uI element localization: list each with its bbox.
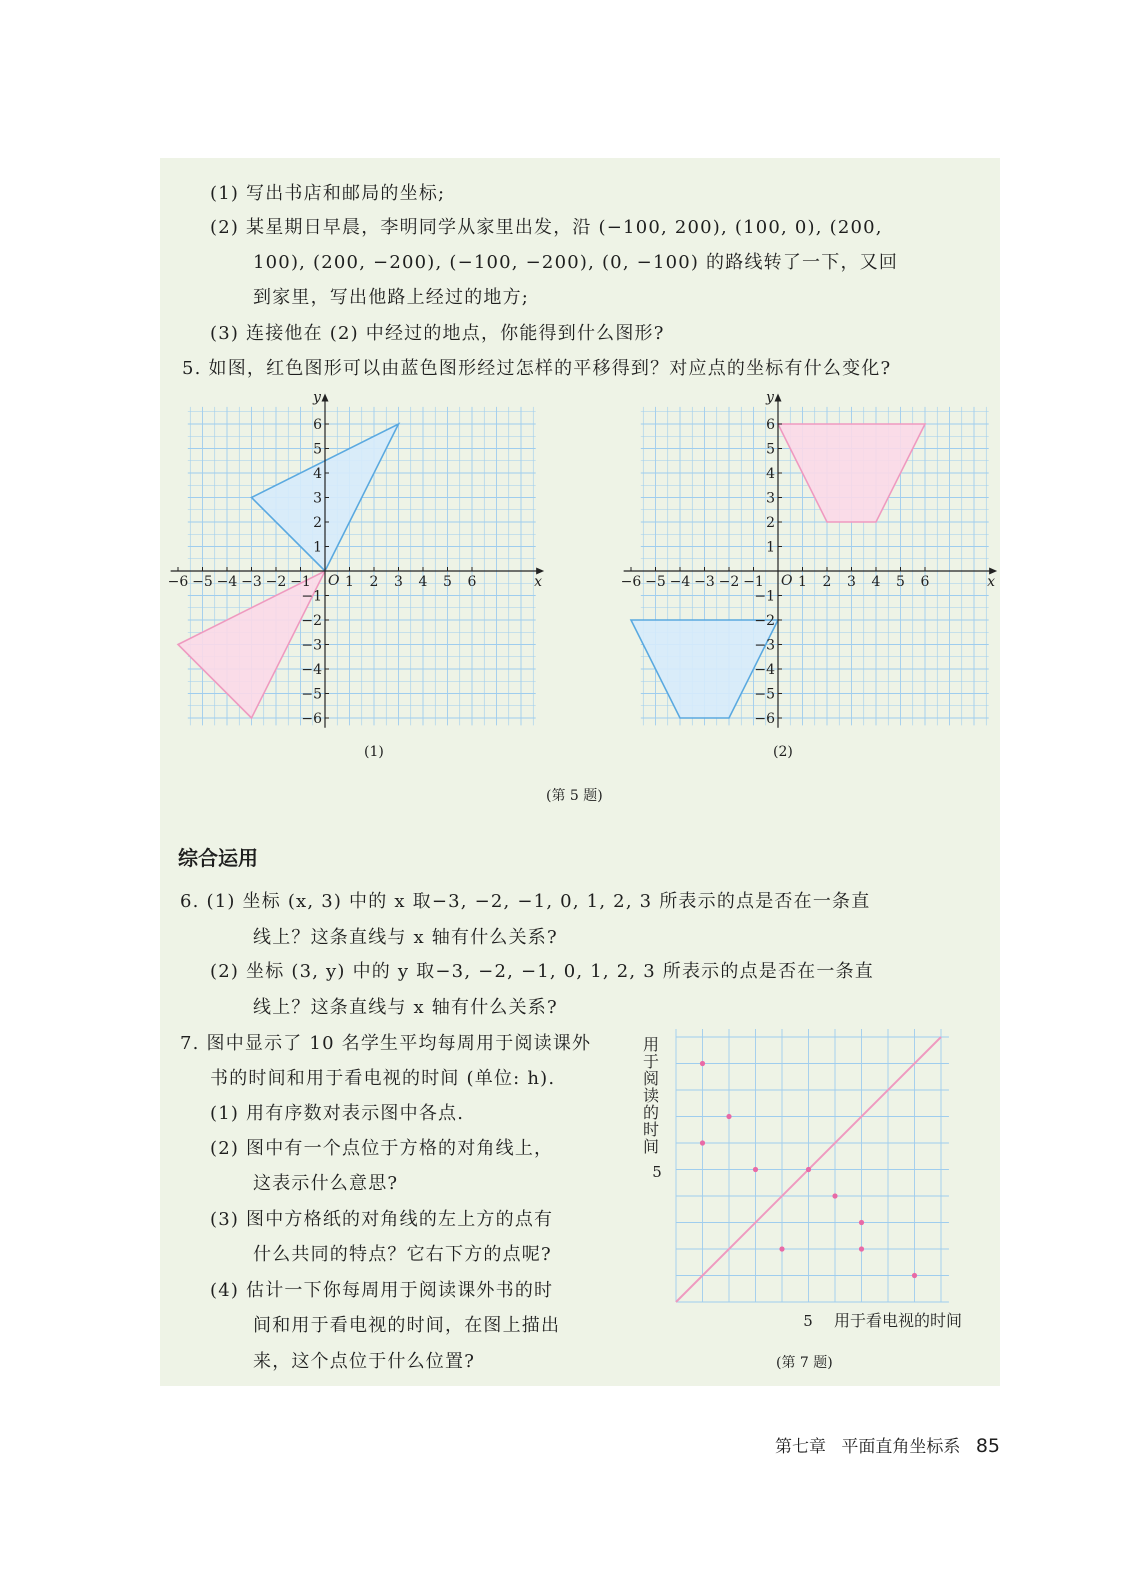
q4-part2-line1: (2) 某星期日早晨，李明同学从家里出发，沿 (−100, 200), (100, 0), (200, [210,217,883,238]
y-tick-label: −2 [301,613,322,629]
y-tick-label: 1 [313,539,322,556]
q6-part2-line2: 线上？这条直线与 x 轴有什么关系? [253,997,558,1018]
x-tick-label: 5 [443,574,452,590]
y-tick-label: −4 [754,662,775,678]
y-tick-label: −2 [754,613,775,629]
data-point [859,1220,864,1225]
x-tick-label: 5 [896,574,905,590]
page-number: 85 [975,1435,1000,1457]
data-point [912,1273,917,1278]
x-tick-label: 1 [345,574,354,590]
x-tick-label: −4 [669,574,691,590]
x-axis-label: 用于看电视的时间 [834,1311,963,1330]
q4-part3: (3) 连接他在 (2) 中经过的地点，你能得到什么图形? [210,323,665,344]
data-point [779,1246,784,1251]
y-axis-label: y [766,389,774,406]
x-tick-label: 4 [871,574,881,590]
fig5-caption: (第 5 题) [546,788,603,804]
data-point [700,1061,705,1066]
x-tick-label: −3 [694,574,715,590]
y-axis-label-char: 用 [642,1035,660,1054]
q7-part4-line2: 间和用于看电视的时间，在图上描出 [253,1315,561,1336]
y-tick-label: −5 [754,686,775,703]
x-tick-label: 1 [798,574,807,590]
y-tick-label: −6 [301,711,322,727]
q7-part2-line1: (2) 图中有一个点位于方格的对角线上， [210,1138,554,1159]
q7-part3-line1: (3) 图中方格纸的对角线的左上方的点有 [210,1209,554,1230]
data-point [726,1114,731,1119]
fig7-caption: (第 7 题) [776,1355,833,1371]
y-tick-label: 6 [313,417,322,433]
y-tick-label: 3 [766,490,775,507]
y-axis-label: y [313,389,321,406]
x-tick-label: 6 [467,574,477,590]
y-axis-label-char: 的 [642,1103,660,1122]
y-tick-label: −1 [754,588,775,605]
x-tick-label: −6 [620,574,642,590]
q6-part1-line1: 6. (1) 坐标 (x, 3) 中的 x 取−3, −2, −1, 0, 1, 2, 3 所表示的点是否在一条直 [180,891,871,912]
page-footer [765,1432,1000,1457]
y-tick-label: 5 [652,1163,662,1181]
y-tick-label: 6 [766,417,775,433]
q4-part2-line2: 100), (200, −200), (−100, −200), (0, −100) 的路线转了一下，又回 [253,252,899,273]
x-tick-label: −2 [718,574,740,590]
x-tick-label: 3 [394,574,403,590]
q5-text: 5. 如图，红色图形可以由蓝色图形经过怎样的平移得到？对应点的坐标有什么变化? [182,358,892,379]
q6-part1-line2: 线上？这条直线与 x 轴有什么关系? [253,927,558,948]
x-tick-label: −2 [265,574,287,590]
x-tick-label: 4 [418,574,428,590]
x-tick-label: 2 [822,574,832,590]
data-point [832,1193,837,1198]
x-tick-label: 6 [920,574,930,590]
y-tick-label: −5 [301,686,322,703]
y-tick-label: 4 [766,466,775,482]
y-tick-label: 5 [313,441,322,458]
y-tick-label: 2 [766,515,775,531]
data-point [700,1140,705,1145]
q4-part1: (1) 写出书店和邮局的坐标; [210,183,446,204]
fig5-sub-caption-1: (1) [364,744,384,760]
q7-line2: 书的时间和用于看电视的时间 (单位: h). [210,1068,556,1089]
footer-chapter: 第七章 [775,1437,826,1457]
y-tick-label: −4 [301,662,322,678]
y-axis-label-char: 时 [642,1120,660,1139]
y-tick-label: 3 [313,490,322,507]
q7-part4-line3: 来，这个点位于什么位置? [253,1351,476,1372]
y-tick-label: 4 [313,466,322,482]
y-tick-label: 2 [313,515,322,531]
fig5-sub-caption-2: (2) [773,744,793,760]
y-tick-label: −3 [754,637,775,654]
q6-part2-line1: (2) 坐标 (3, y) 中的 y 取−3, −2, −1, 0, 1, 2, 3 所表示的点是否在一条直 [210,961,874,982]
x-tick-label: −1 [290,574,311,590]
x-tick-label: −6 [167,574,189,590]
x-tick-label: −5 [645,574,666,590]
y-tick-label: 5 [766,441,775,458]
x-tick-label: 3 [847,574,856,590]
x-tick-label: −1 [743,574,764,590]
y-tick-label: 1 [766,539,775,556]
y-tick-label: −3 [301,637,322,654]
q7-part1: (1) 用有序数对表示图中各点. [210,1103,465,1124]
y-axis-label-char: 于 [642,1052,660,1071]
x-tick-label: −4 [216,574,238,590]
y-axis-label-char: 间 [642,1137,660,1156]
section-title: 综合运用 [178,846,258,870]
q7-line1: 7. 图中显示了 10 名学生平均每周用于阅读课外 [180,1033,592,1054]
data-point [753,1167,758,1172]
y-axis-label-char: 阅 [642,1069,660,1088]
origin-label: O [781,573,793,589]
x-axis-label: x [987,574,996,590]
y-tick-label: −6 [754,711,775,727]
origin-label: O [328,573,340,589]
x-tick-label: 2 [369,574,379,590]
q7-part4-line1: (4) 估计一下你每周用于阅读课外书的时 [210,1280,554,1301]
x-tick-label: −5 [192,574,213,590]
y-tick-label: −1 [301,588,322,605]
q7-part3-line2: 什么共同的特点？它右下方的点呢? [253,1244,552,1265]
data-point [859,1246,864,1251]
x-axis-label: x [534,574,543,590]
q7-part2-line2: 这表示什么意思? [253,1173,399,1194]
q4-part2-line3: 到家里，写出他路上经过的地方; [253,287,530,308]
y-axis-label-char: 读 [642,1086,660,1105]
x-tick-label: −3 [241,574,262,590]
footer-title: 平面直角坐标系 [841,1437,961,1457]
data-point [806,1167,811,1172]
x-tick-label: 5 [803,1312,813,1330]
